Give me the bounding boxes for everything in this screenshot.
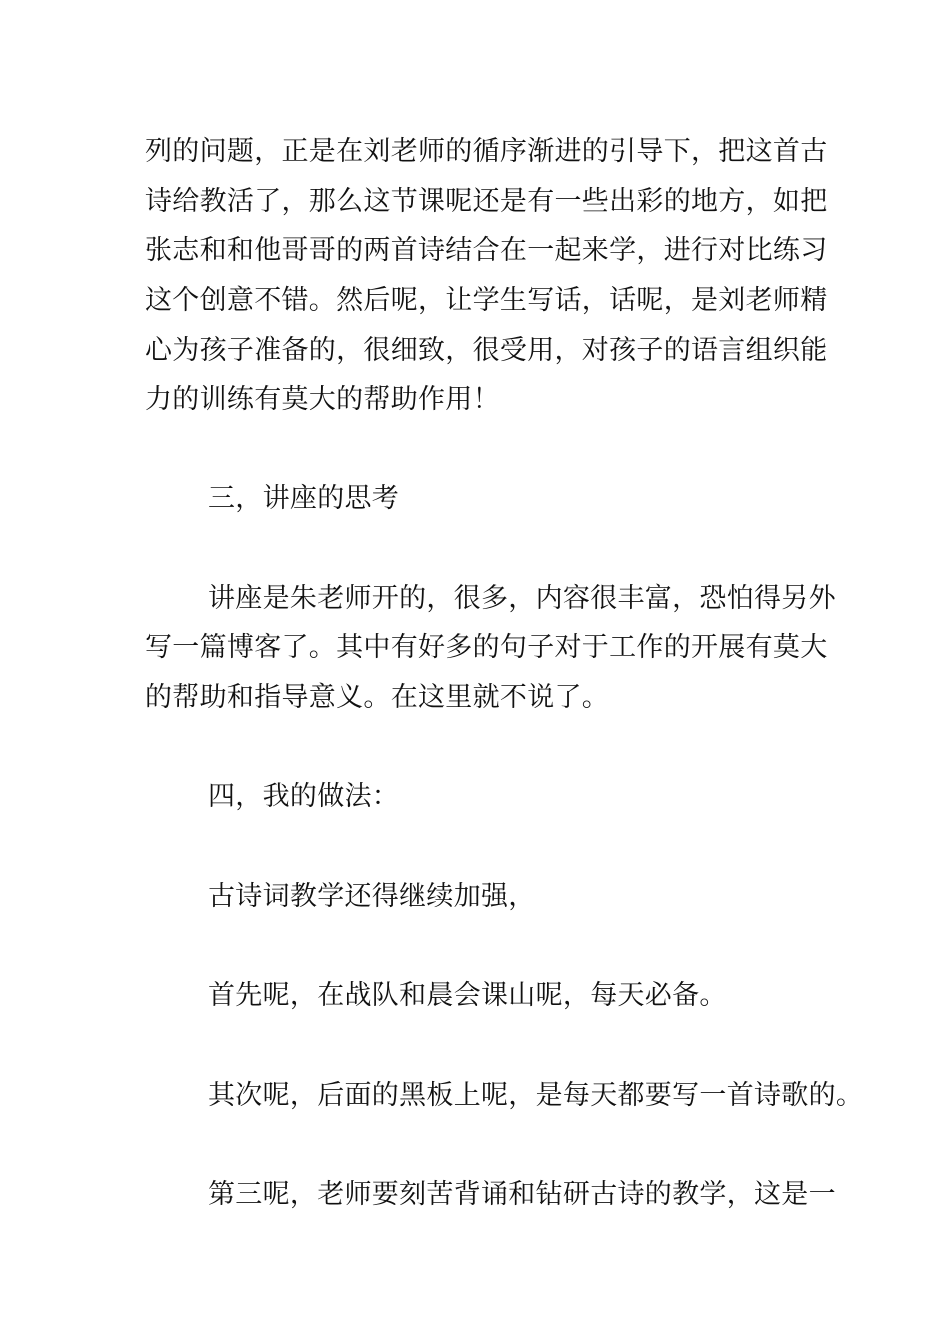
paragraph1-line-3: 张志和和他哥哥的两首诗结合在一起来学，进行对比练习 [145,235,828,266]
paragraph1-line-2: 诗给教活了，那么这节课呢还是有一些出彩的地方，如把 [145,186,828,217]
list-item-2: 首先呢，在战队和晨会课山呢，每天必备。 [208,980,727,1011]
paragraph2-line-2: 写一篇博客了。其中有好多的句子对于工作的开展有莫大 [145,632,828,663]
paragraph1-line-4: 这个创意不错。然后呢，让学生写话，话呢，是刘老师精 [145,285,828,316]
paragraph1-line-5: 心为孩子准备的，很细致，很受用，对孩子的语言组织能 [145,335,828,366]
paragraph1-line-6: 力的训练有莫大的帮助作用！ [145,384,500,415]
paragraph1-line-1: 列的问题，正是在刘老师的循序渐进的引导下，把这首古 [145,136,828,167]
list-item-4: 第三呢，老师要刻苦背诵和钻研古诗的教学，这是一 [208,1179,836,1210]
paragraph2-line-3: 的帮助和指导意义。在这里就不说了。 [145,682,610,713]
list-item-3: 其次呢，后面的黑板上呢，是每天都要写一首诗歌的。 [208,1080,864,1111]
list-item-1: 古诗词教学还得继续加强， [208,881,536,912]
paragraph2-line-1: 讲座是朱老师开的，很多，内容很丰富，恐怕得另外 [208,583,836,614]
section-heading-3: 三，讲座的思考 [208,483,400,514]
section-heading-4: 四，我的做法： [208,781,400,812]
